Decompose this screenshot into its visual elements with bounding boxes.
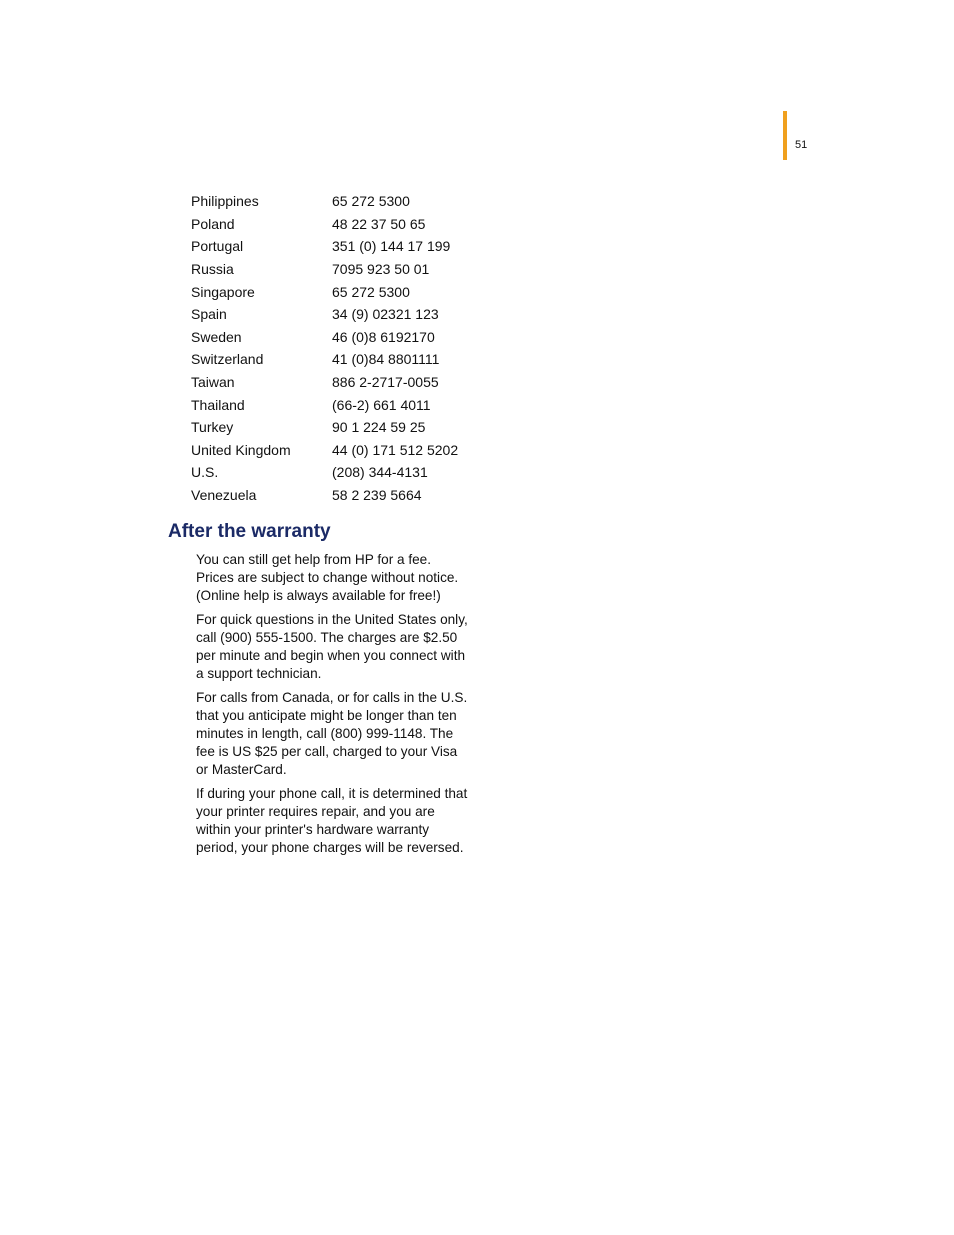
phone-number: 41 (0)84 8801111 xyxy=(332,351,440,368)
phone-number: 46 (0)8 6192170 xyxy=(332,328,435,345)
phone-number: 90 1 224 59 25 xyxy=(332,419,426,436)
table-row xyxy=(191,190,491,213)
table-row xyxy=(191,258,491,281)
table-row xyxy=(191,280,491,303)
country-name: Sweden xyxy=(191,328,242,345)
phone-number: (208) 344-4131 xyxy=(332,464,428,481)
paragraph: You can still get help from HP for a fee. Prices are subject to change without notice. (Online help is always available for free!) xyxy=(196,552,459,603)
support-phone-table xyxy=(191,190,491,506)
country-name: Taiwan xyxy=(191,374,235,391)
table-row xyxy=(191,371,491,394)
phone-number: 34 (9) 02321 123 xyxy=(332,306,439,323)
paragraph: For quick questions in the United States only, call (900) 555-1500. The charges are $2.50 per minute and begin when you connect with a support technician. xyxy=(196,612,468,681)
table-row xyxy=(191,235,491,258)
phone-number: 65 272 5300 xyxy=(332,283,410,300)
table-row xyxy=(191,326,491,349)
country-name: Poland xyxy=(191,215,235,232)
country-name: Portugal xyxy=(191,238,244,255)
phone-number: 7095 923 50 01 xyxy=(332,261,430,278)
section-heading: After the warranty xyxy=(168,521,331,542)
country-name: Philippines xyxy=(191,193,259,210)
page-marker-bar xyxy=(783,111,787,160)
table-row xyxy=(191,393,491,416)
country-name: Switzerland xyxy=(191,351,264,368)
country-name: Singapore xyxy=(191,283,255,300)
country-name: Spain xyxy=(191,306,227,323)
page-number: 51 xyxy=(795,139,808,151)
phone-number: 44 (0) 171 512 5202 xyxy=(332,441,459,458)
country-name: Venezuela xyxy=(191,487,257,504)
country-name: Russia xyxy=(191,261,234,278)
phone-number: 886 2-2717-0055 xyxy=(332,374,439,391)
table-row xyxy=(191,213,491,236)
table-row xyxy=(191,348,491,371)
table-row xyxy=(191,461,491,484)
section-body xyxy=(196,551,471,863)
table-row xyxy=(191,439,491,462)
phone-number: (66-2) 661 4011 xyxy=(332,396,431,413)
table-row xyxy=(191,416,491,439)
country-name: U.S. xyxy=(191,464,219,481)
phone-number: 65 272 5300 xyxy=(332,193,410,210)
phone-number: 48 22 37 50 65 xyxy=(332,215,426,232)
country-name: Thailand xyxy=(191,396,245,413)
table-row xyxy=(191,484,491,507)
phone-number: 351 (0) 144 17 199 xyxy=(332,238,451,255)
paragraph: For calls from Canada, or for calls in the U.S. that you anticipate might be longer than ten minutes in length, call (800) 999-1148. The fee is US $25 per call, charged to your Visa or MasterCard. xyxy=(196,690,468,777)
country-name: Turkey xyxy=(191,419,234,436)
phone-number: 58 2 239 5664 xyxy=(332,487,422,504)
country-name: United Kingdom xyxy=(191,441,291,458)
table-row xyxy=(191,303,491,326)
paragraph: If during your phone call, it is determined that your printer requires repair, and you are within your printer's hardware warranty period, your phone charges will be reversed. xyxy=(196,786,468,855)
